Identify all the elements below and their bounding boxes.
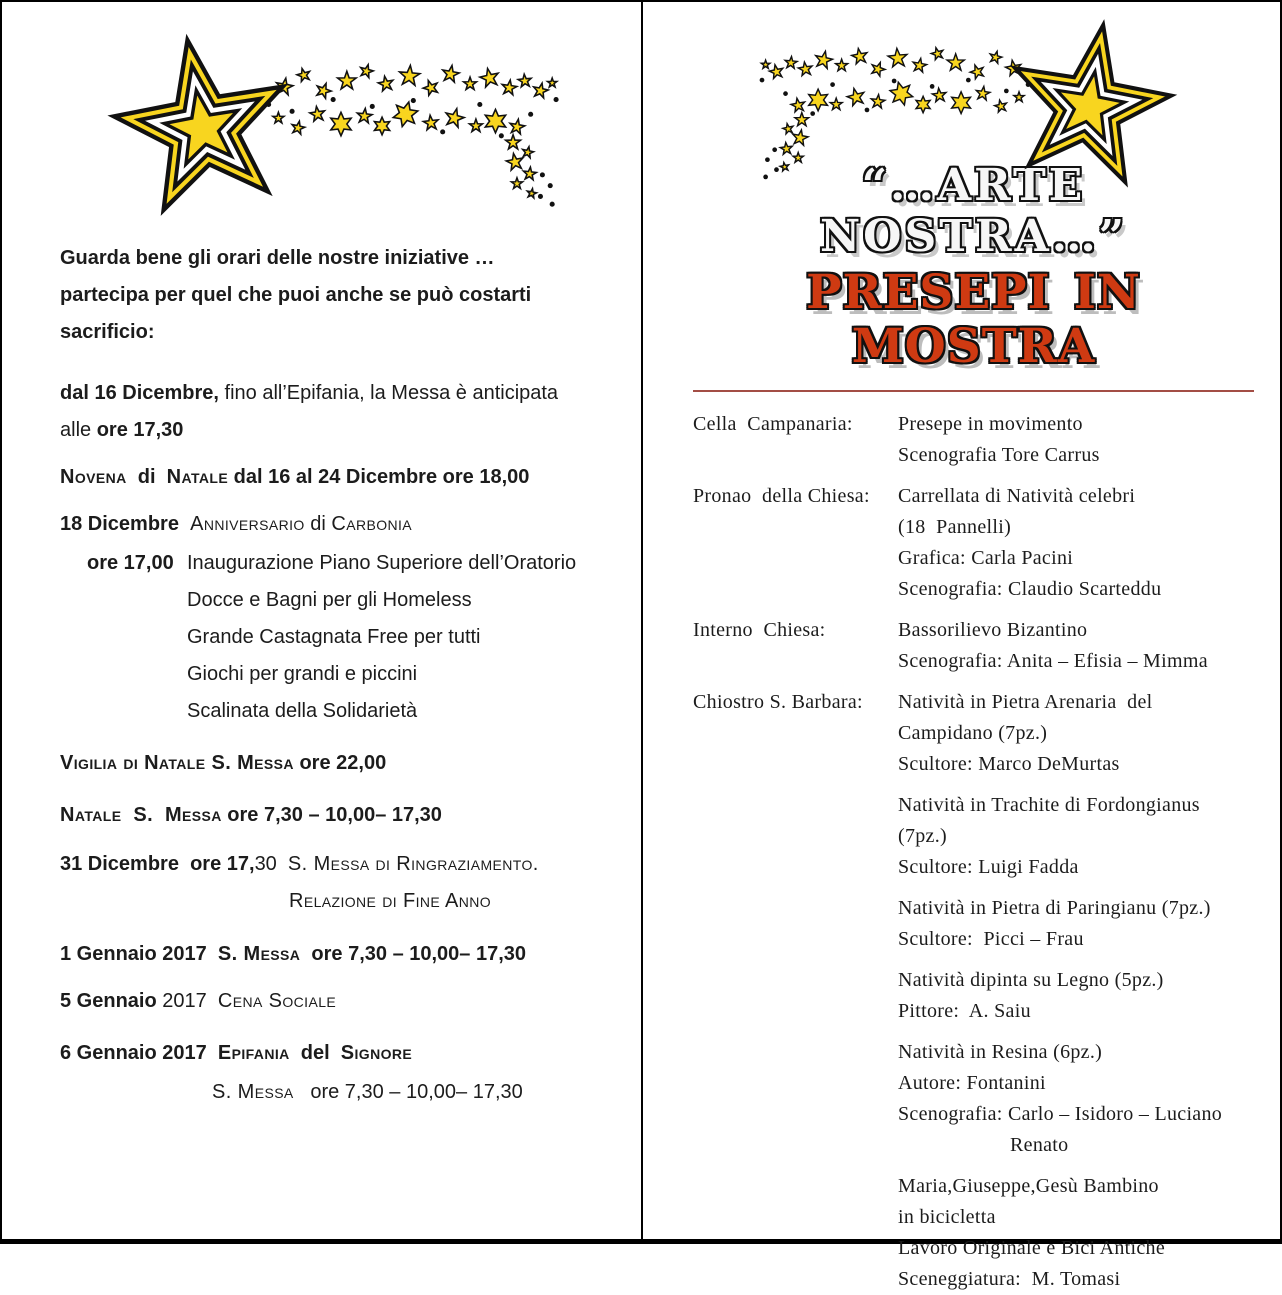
exhibit-description-line: Sceneggiatura: M. Tomasi (898, 1268, 1121, 1291)
schedule-text: ore 7,30 – 10,00– 17,30 (300, 943, 527, 965)
exhibit-description (898, 1037, 1254, 1161)
exhibit-description (898, 1171, 1254, 1295)
schedule-text: alle (60, 419, 97, 441)
schedule-text: del (289, 1042, 341, 1064)
schedule-text: S. Messa (217, 943, 301, 965)
schedule-text: 5 Gennaio (60, 990, 163, 1012)
schedule-line (60, 619, 603, 656)
exhibit-row (693, 965, 1254, 1027)
schedule-text: ore 17,00 (87, 552, 174, 574)
schedule-text: S. Messa di Ringraziamento. (287, 853, 539, 875)
schedule-text: 2017 (162, 990, 218, 1012)
exhibit-description-line: Scultore: Picci – Frau (898, 928, 1084, 951)
exhibit-description (898, 481, 1254, 605)
schedule-line (60, 582, 603, 619)
exhibit-location (693, 965, 898, 1027)
exhibit-description-line: Lavoro Originale e Bici Antiche (898, 1237, 1165, 1260)
schedule-text: Natale S. Messa (60, 804, 222, 826)
schedule-text: dal 16 Dicembre, (60, 382, 225, 404)
schedule-line (60, 693, 603, 730)
exhibit-description (898, 790, 1254, 883)
exhibit-description-line: Scultore: Luigi Fadda (898, 856, 1079, 879)
exhibit-description-line: Scenografia: Anita – Efisia – Mimma (898, 650, 1208, 673)
schedule-text: ore 7,30 – 10,00– 17,30 (221, 804, 442, 826)
exhibit-description-line: Natività in Resina (6pz.) (898, 1041, 1103, 1064)
left-panel (2, 2, 643, 1239)
schedule-line (60, 506, 603, 543)
exhibit-description-line: Campidano (7pz.) (898, 722, 1048, 745)
exhibit-description-line: Carrellata di Natività celebri (898, 485, 1136, 508)
schedule-line (60, 240, 603, 277)
exhibit-row (693, 481, 1254, 605)
exhibit-description-line: Maria,Giuseppe,Gesù Bambino (898, 1175, 1159, 1198)
schedule-text: 30 (254, 853, 288, 875)
schedule-text: ore 17,30 (96, 419, 184, 441)
divider-rule (693, 390, 1254, 392)
schedule-line (60, 846, 603, 883)
schedule-text: Anniversario (190, 513, 305, 535)
schedule-text: Docce e Bagni per gli Homeless (187, 589, 472, 611)
right-panel (643, 2, 1280, 1291)
exhibit-row (693, 615, 1254, 677)
shooting-star-icon (758, 14, 1166, 195)
schedule-line (60, 797, 603, 834)
exhibit-location (693, 893, 898, 955)
exhibit-description-line: Presepe in movimento (898, 413, 1083, 436)
exhibit-description-line: Scenografia: Carlo – Isidoro – Luciano (898, 1103, 1223, 1126)
schedule-line (60, 1035, 603, 1072)
exhibit-description (898, 409, 1254, 471)
exhibit-description (898, 615, 1254, 677)
exhibit-row (693, 893, 1254, 955)
schedule-text: Cena Sociale (217, 990, 337, 1012)
exhibit-location: Cella Campanaria: (693, 413, 853, 436)
exhibit-location (693, 1171, 898, 1295)
exhibit-description-line: Scenografia Tore Carrus (898, 444, 1100, 467)
exhibit-description (898, 893, 1254, 955)
schedule-line (60, 375, 603, 412)
schedule-text: Relazione di Fine Anno (289, 890, 492, 912)
exhibit-description-line: Natività dipinta su Legno (5pz.) (898, 969, 1164, 992)
exhibit-description-line: Natività in Pietra di Paringianu (7pz.) (898, 897, 1211, 920)
schedule-line (60, 983, 603, 1020)
schedule-text: ore 22,00 (293, 752, 387, 774)
schedule-text: 31 Dicembre ore 17, (60, 853, 255, 875)
schedule-line (60, 545, 603, 582)
schedule-line (60, 883, 603, 920)
exhibit-row (693, 1171, 1254, 1295)
schedule-line (60, 277, 603, 314)
schedule-text: Grande Castagnata Free per tutti (187, 626, 481, 648)
schedule-text: partecipa per quel che puoi anche se può costarti (60, 284, 532, 306)
exhibit-description-line: Scultore: Marco DeMurtas (898, 753, 1120, 776)
title-presepi-in-mostra: PRESEPI IN MOSTRA (806, 265, 1141, 375)
schedule-list (60, 240, 603, 1111)
exhibit-description (898, 687, 1254, 780)
schedule-line (60, 412, 603, 449)
schedule-text: Signore (340, 1042, 413, 1064)
schedule-text: di (304, 513, 332, 535)
schedule-text: Natale (166, 466, 229, 488)
schedule-text: Inaugurazione Piano Superiore dell’Oratorio (187, 552, 577, 574)
exhibit-description-line: Renato (1010, 1134, 1069, 1157)
exhibit-location (693, 790, 898, 883)
schedule-text: di (126, 466, 167, 488)
exhibit-location (693, 1037, 898, 1161)
exhibit-description-line: (18 Pannelli) (898, 516, 1012, 539)
exhibit-location: Interno Chiesa: (693, 619, 826, 642)
schedule-text: Epifania (217, 1042, 290, 1064)
exhibit-row (693, 409, 1254, 471)
schedule-text: Novena (60, 466, 127, 488)
schedule-text: fino all’Epifania, la Messa è anticipata (224, 382, 559, 404)
schedule-line (60, 1074, 603, 1111)
exhibit-description-line: in bicicletta (898, 1206, 996, 1229)
schedule-text: ore 7,30 – 10,00– 17,30 (293, 1081, 523, 1103)
schedule-text: sacrificio: (60, 321, 155, 343)
schedule-text: Scalinata della Solidarietà (187, 700, 418, 722)
exhibit-description-line: Grafica: Carla Pacini (898, 547, 1074, 570)
exhibit-row (693, 687, 1254, 780)
shooting-star-icon (120, 28, 560, 224)
exhibit-row (693, 1037, 1254, 1161)
exhibit-description-line: Autore: Fontanini (898, 1072, 1046, 1095)
exhibit-description (898, 965, 1254, 1027)
exhibit-description-line: (7pz.) (898, 825, 947, 848)
schedule-text: dal 16 al 24 Dicembre ore 18,00 (228, 466, 530, 488)
schedule-line (60, 656, 603, 693)
exhibit-description-line: Natività in Pietra Arenaria del (898, 691, 1153, 714)
title-arte-nostra: “…ARTE NOSTRA…” (819, 160, 1128, 262)
exhibit-location: Pronao della Chiesa: (693, 485, 870, 508)
schedule-text: Guarda bene gli orari delle nostre iniziative … (60, 247, 495, 269)
exhibit-location: Chiostro S. Barbara: (693, 691, 863, 714)
schedule-text: Vigilia di Natale S. Messa (60, 752, 294, 774)
schedule-line (60, 314, 603, 351)
exhibit-description-line: Bassorilievo Bizantino (898, 619, 1088, 642)
schedule-line (60, 745, 603, 782)
schedule-text: 18 Dicembre (60, 513, 191, 535)
exhibit-description-line: Pittore: A. Saiu (898, 1000, 1031, 1023)
schedule-line (60, 459, 603, 496)
exhibit-description-line: Natività in Trachite di Fordongianus (898, 794, 1200, 817)
exhibit-row (693, 790, 1254, 883)
schedule-text: S. Messa (212, 1081, 294, 1103)
schedule-text: 1 Gennaio 2017 (60, 943, 218, 965)
exhibit-description-line: Scenografia: Claudio Scarteddu (898, 578, 1162, 601)
schedule-line (60, 936, 603, 973)
schedule-text: 6 Gennaio 2017 (60, 1042, 218, 1064)
schedule-text: Carbonia (331, 513, 413, 535)
exhibit-list (693, 409, 1254, 1295)
schedule-text: Giochi per grandi e piccini (187, 663, 418, 685)
